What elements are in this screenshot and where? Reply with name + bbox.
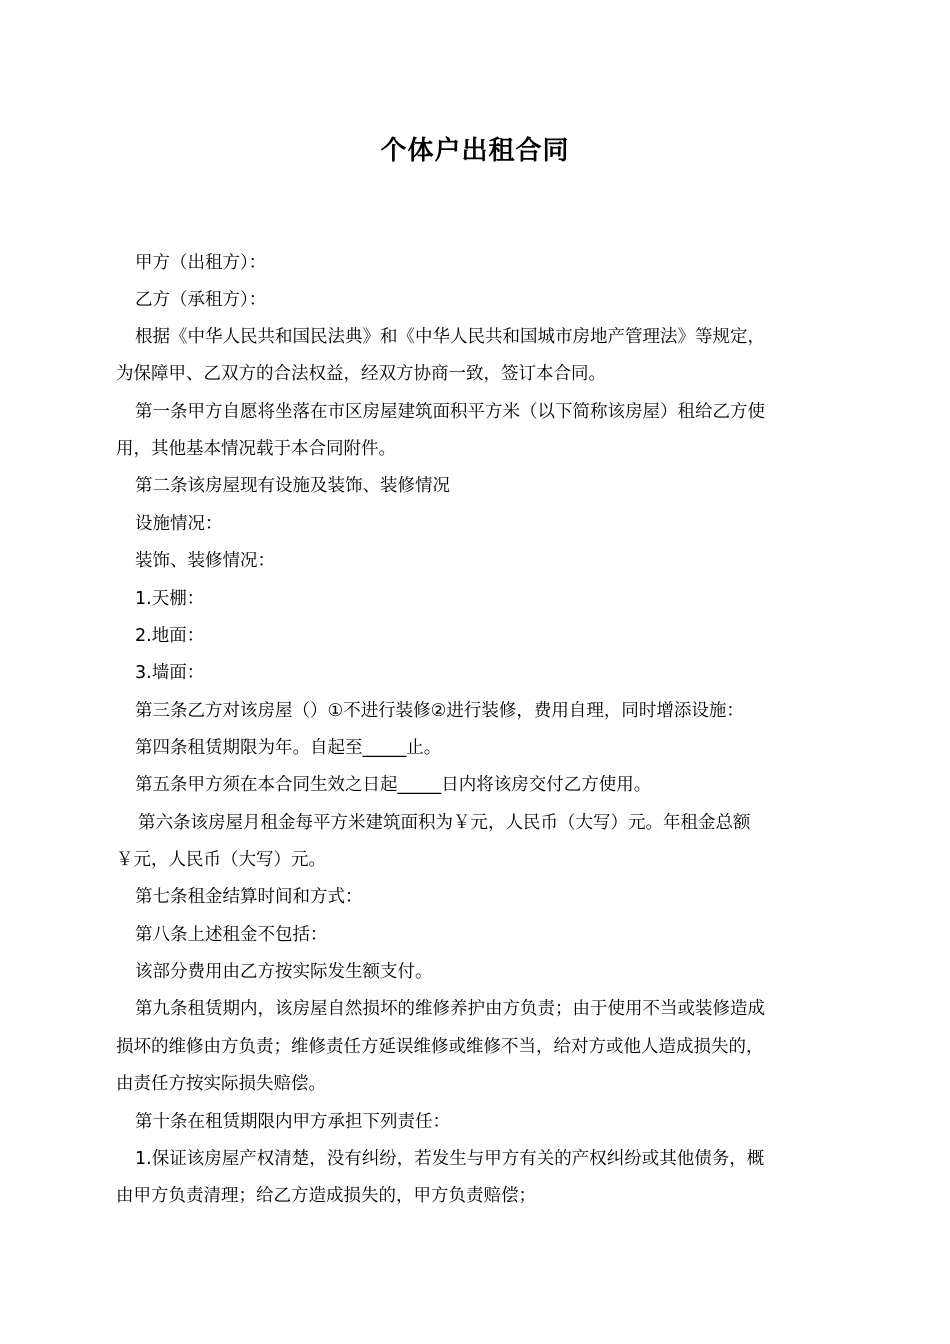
list-item: 2.地面： <box>135 626 205 646</box>
party-a-line: 甲方（出租方）： <box>135 253 267 273</box>
paragraph-line: 根据《中华人民共和国民法典》和《中华人民共和国城市房地产管理法》等规定， <box>135 327 765 347</box>
list-item: 1.天棚： <box>135 589 205 609</box>
paragraph-line: 为保障甲、乙双方的合法权益，经双方协商一致，签订本合同。 <box>116 364 606 384</box>
paragraph-line: 第八条上述租金不包括： <box>135 925 328 945</box>
paragraph-line: 第九条租赁期内，该房屋自然损坏的维修养护由方负责；由于使用不当或装修造成 <box>135 999 765 1019</box>
paragraph-line: 由甲方负责清理；给乙方造成损失的，甲方负责赔偿； <box>116 1186 536 1206</box>
paragraph-line: 第四条租赁期限为年。自起至_____止。 <box>135 738 442 758</box>
paragraph-line: 用，其他基本情况载于本合同附件。 <box>116 439 396 459</box>
paragraph-line: 该部分费用由乙方按实际发生额支付。 <box>135 962 433 982</box>
paragraph-line: ￥元，人民币（大写）元。 <box>116 850 326 870</box>
party-b-line: 乙方（承租方）： <box>135 290 267 310</box>
paragraph-line: 第一条甲方自愿将坐落在市区房屋建筑面积平方米（以下简称该房屋）租给乙方使 <box>135 402 765 422</box>
paragraph-line: 由责任方按实际损失赔偿。 <box>116 1074 326 1094</box>
paragraph-line: 设施情况： <box>135 514 223 534</box>
paragraph-line: 第三条乙方对该房屋（）①不进行装修②进行装修，费用自理，同时增添设施： <box>135 701 744 721</box>
paragraph-line: 损坏的维修由方负责；维修责任方延误维修或维修不当，给对方或他人造成损失的， <box>116 1037 764 1057</box>
paragraph-line: 第六条该房屋月租金每平方米建筑面积为￥元，人民币（大写）元。年租金总额 <box>138 813 751 833</box>
list-item: 3.墙面： <box>135 663 205 683</box>
paragraph-line: 第十条在租赁期限内甲方承担下列责任： <box>135 1112 450 1132</box>
paragraph-line: 第二条该房屋现有设施及装饰、装修情况 <box>135 476 450 496</box>
paragraph-line: 第五条甲方须在本合同生效之日起_____日内将该房交付乙方使用。 <box>135 775 652 795</box>
paragraph-line: 第七条租金结算时间和方式： <box>135 887 363 907</box>
paragraph-line: 装饰、装修情况： <box>135 551 275 571</box>
document-title: 个体户出租合同 <box>380 136 570 166</box>
list-item: 1.保证该房屋产权清楚，没有纠纷，若发生与甲方有关的产权纠纷或其他债务，概 <box>135 1149 765 1169</box>
